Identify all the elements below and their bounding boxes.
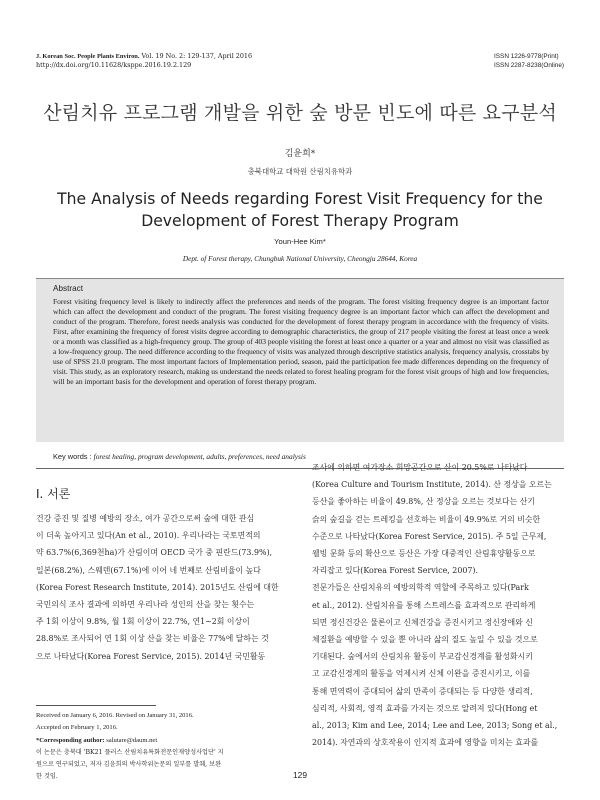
body-line: 슭의 숲길을 걷는 트레킹을 선호하는 비율이 49.9%로 거의 비슷한 (312, 514, 541, 524)
body-line: 통해 면역력이 증대되어 삶의 만족이 증대되는 등 다양한 생리적, (312, 686, 533, 696)
author-english: Youn-Hee Kim* (274, 237, 326, 246)
received-date: Received on January 6, 2016. Revised on January 31, 2016. (36, 712, 194, 719)
funding-note-line: 이 논문은 충북대 'BK21 플러스 산림치유특화전문인재양성사업단' 지 (36, 748, 224, 756)
body-line: 등산을 좋아하는 비율이 49.8%, 산 정상을 오르는 것보다는 산기 (312, 497, 535, 507)
abstract-text: Forest visiting frequency level is likely to indirectly affect the preferences and needs of the program. The forest visiting frequency degree is an important factor which can affect the development and conduct of the program. The forest visiting frequency degree is an important factor which can affect the development and conduct of the program. Therefore, forest needs analysis was conducted for the development of forest therapy program in accordance with the frequency of visits. First, after examining the frequency of forest visits degree according to demographic characteristics, the group of 217 people visiting the forest at least once a week or a month was classified as a high-frequency group. The group of 403 people visiting the forest at least once a quarter or a year and almost no visit was classified as a low-frequency group. The need difference according to the frequency of visits was analyzed through descriptive statistics analysis, frequency analysis, crosstabs by use of SPSS 21.0 program. The most important factors of Implementation period, season, paid the participation fee made differences depending on the frequency of visit. This study, as an exploratory research, making us understand the needs related to forest healing program for the forest visit groups of high and low frequencies, will be an important basis for the development and operation of forest therapy program. (53, 297, 549, 386)
body-line: 주 1회 이상이 9.8%, 월 1회 이상이 22.7%, 연1~2회 이상이 (36, 617, 250, 627)
title-english-line-2: Development of Forest Therapy Program (141, 212, 459, 230)
issn-block (494, 52, 564, 71)
body-line: 자리잡고 있다(Korea Forest Service, 2007). (312, 566, 478, 576)
body-line: 2014). 자연과의 상호작용이 인지적 효과에 영향을 미치는 효과를 (312, 738, 539, 748)
page-number: 129 (293, 770, 307, 780)
section-heading-introduction: Ⅰ. 서론 (36, 487, 71, 501)
body-line: 심리적, 사회적, 영적 효과를 가지는 것으로 알려져 있다(Hong et (312, 703, 538, 713)
footnote-divider (36, 705, 156, 706)
corresponding-email[interactable]: salutare@daum.net (104, 736, 158, 744)
issn-online: ISSN 2287-8238(Online) (494, 62, 564, 70)
body-line: 기대된다. 숲에서의 산림치유 활동이 부교감신경계를 활성화시키 (312, 652, 533, 662)
corresponding-author (36, 735, 288, 747)
right-column (312, 459, 564, 751)
funding-note-line: 한 것임. (36, 773, 58, 781)
body-line: 조사에 의하면 여가장소 희망공간으로 산이 20.5%로 나타났다 (312, 463, 528, 472)
body-line: 고 교감신경계의 활동을 억제시켜 신체 이완을 증진시키고, 이를 (312, 669, 531, 679)
title-english (40, 188, 560, 232)
body-line: 이 더욱 높아지고 있다(An et al., 2010). 우리나라는 국토면적의 (36, 531, 261, 541)
title-english-line-1: The Analysis of Needs regarding Forest Visit Frequency for the (57, 190, 543, 208)
funding-note-line: 원으로 연구되었고, 저자 김윤희의 박사학위논문의 일부를 발췌, 보완 (36, 761, 222, 769)
issn-print: ISSN 1226-9778(Print) (494, 53, 559, 60)
title-korean: 산림치유 프로그램 개발을 위한 숲 방문 빈도에 따른 요구분석 (43, 102, 557, 124)
volume-info: Vol. 19 No. 2: 129-137, April 2016 (139, 52, 253, 60)
body-line: 28.8%로 조사되어 연 1회 이상 산을 찾는 비율은 77%에 달하는 것 (36, 634, 269, 644)
body-line: 으로 나타났다(Korea Forest Service, 2015). 2014년 국민활동 (36, 651, 266, 661)
keywords (53, 452, 306, 461)
body-line: al., 2013; Kim and Lee, 2014; Lee and Lee, 2013; Song et al., (312, 721, 558, 731)
body-line: 국민의식 조사 결과에 의하면 우리나라 성인의 산을 찾는 횟수는 (36, 600, 255, 610)
body-line: 체질환을 예방할 수 있을 뿐 아니라 삶의 질도 높일 수 있을 것으로 (312, 635, 538, 645)
author-korean: 김윤희* (284, 149, 316, 159)
body-line: (Korea Culture and Tourism Institute, 2014). 산 정상을 오르는 (312, 480, 552, 490)
keywords-value: forest healing, program development, adults, preferences, need analysis (93, 452, 306, 461)
body-line: 수준으로 나타났다(Korea Forest Service, 2015). 주 5일 근무제, (312, 531, 547, 541)
journal-header (36, 52, 252, 71)
abstract-heading: Abstract (53, 284, 84, 293)
body-line: et al., 2012). 산림치유를 통해 스트레스를 효과적으로 관리하게 (312, 600, 536, 610)
affiliation-korean: 충북대학교 대학원 산림치유학과 (247, 167, 353, 176)
body-line: 일본(68.2%), 스웨덴(67.1%)에 이어 네 번째로 산림비율이 높다 (36, 565, 261, 575)
journal-name: J. Korean Soc. People Plants Environ. (36, 53, 140, 60)
corresponding-label: *Corresponding author: (36, 736, 105, 744)
body-line: (Korea Forest Research Institute, 2014). 2015년도 산림에 대한 (36, 582, 279, 592)
body-line: 약 63.7%(6,369천ha)가 산림이며 OECD 국가 중 핀란드(73.9%), (36, 548, 273, 558)
body-line: 되면 정신건강은 물론이고 신체건강을 증진시키고 정신장애와 신 (312, 617, 533, 627)
body-line: 전문가들은 산림치유의 예방의학적 역할에 주목하고 있다(Park (312, 583, 529, 593)
doi-link[interactable]: http://dx.doi.org/10.11628/ksppe.2016.19.2.129 (36, 61, 192, 70)
body-line: 건강 증진 및 질병 예방의 장소, 여가 공간으로써 숲에 대한 관심 (36, 514, 255, 523)
accepted-date: Accepted on February 1, 2016. (36, 724, 118, 732)
body-line: 웰빙 문화 등의 확산으로 등산은 가장 대중적인 산림휴양활동으로 (312, 549, 536, 559)
keywords-label: Key words : (53, 452, 94, 461)
left-column (36, 510, 288, 665)
affiliation-english: Dept. of Forest therapy, Chungbuk National University, Cheongju 28644, Korea (182, 254, 418, 263)
